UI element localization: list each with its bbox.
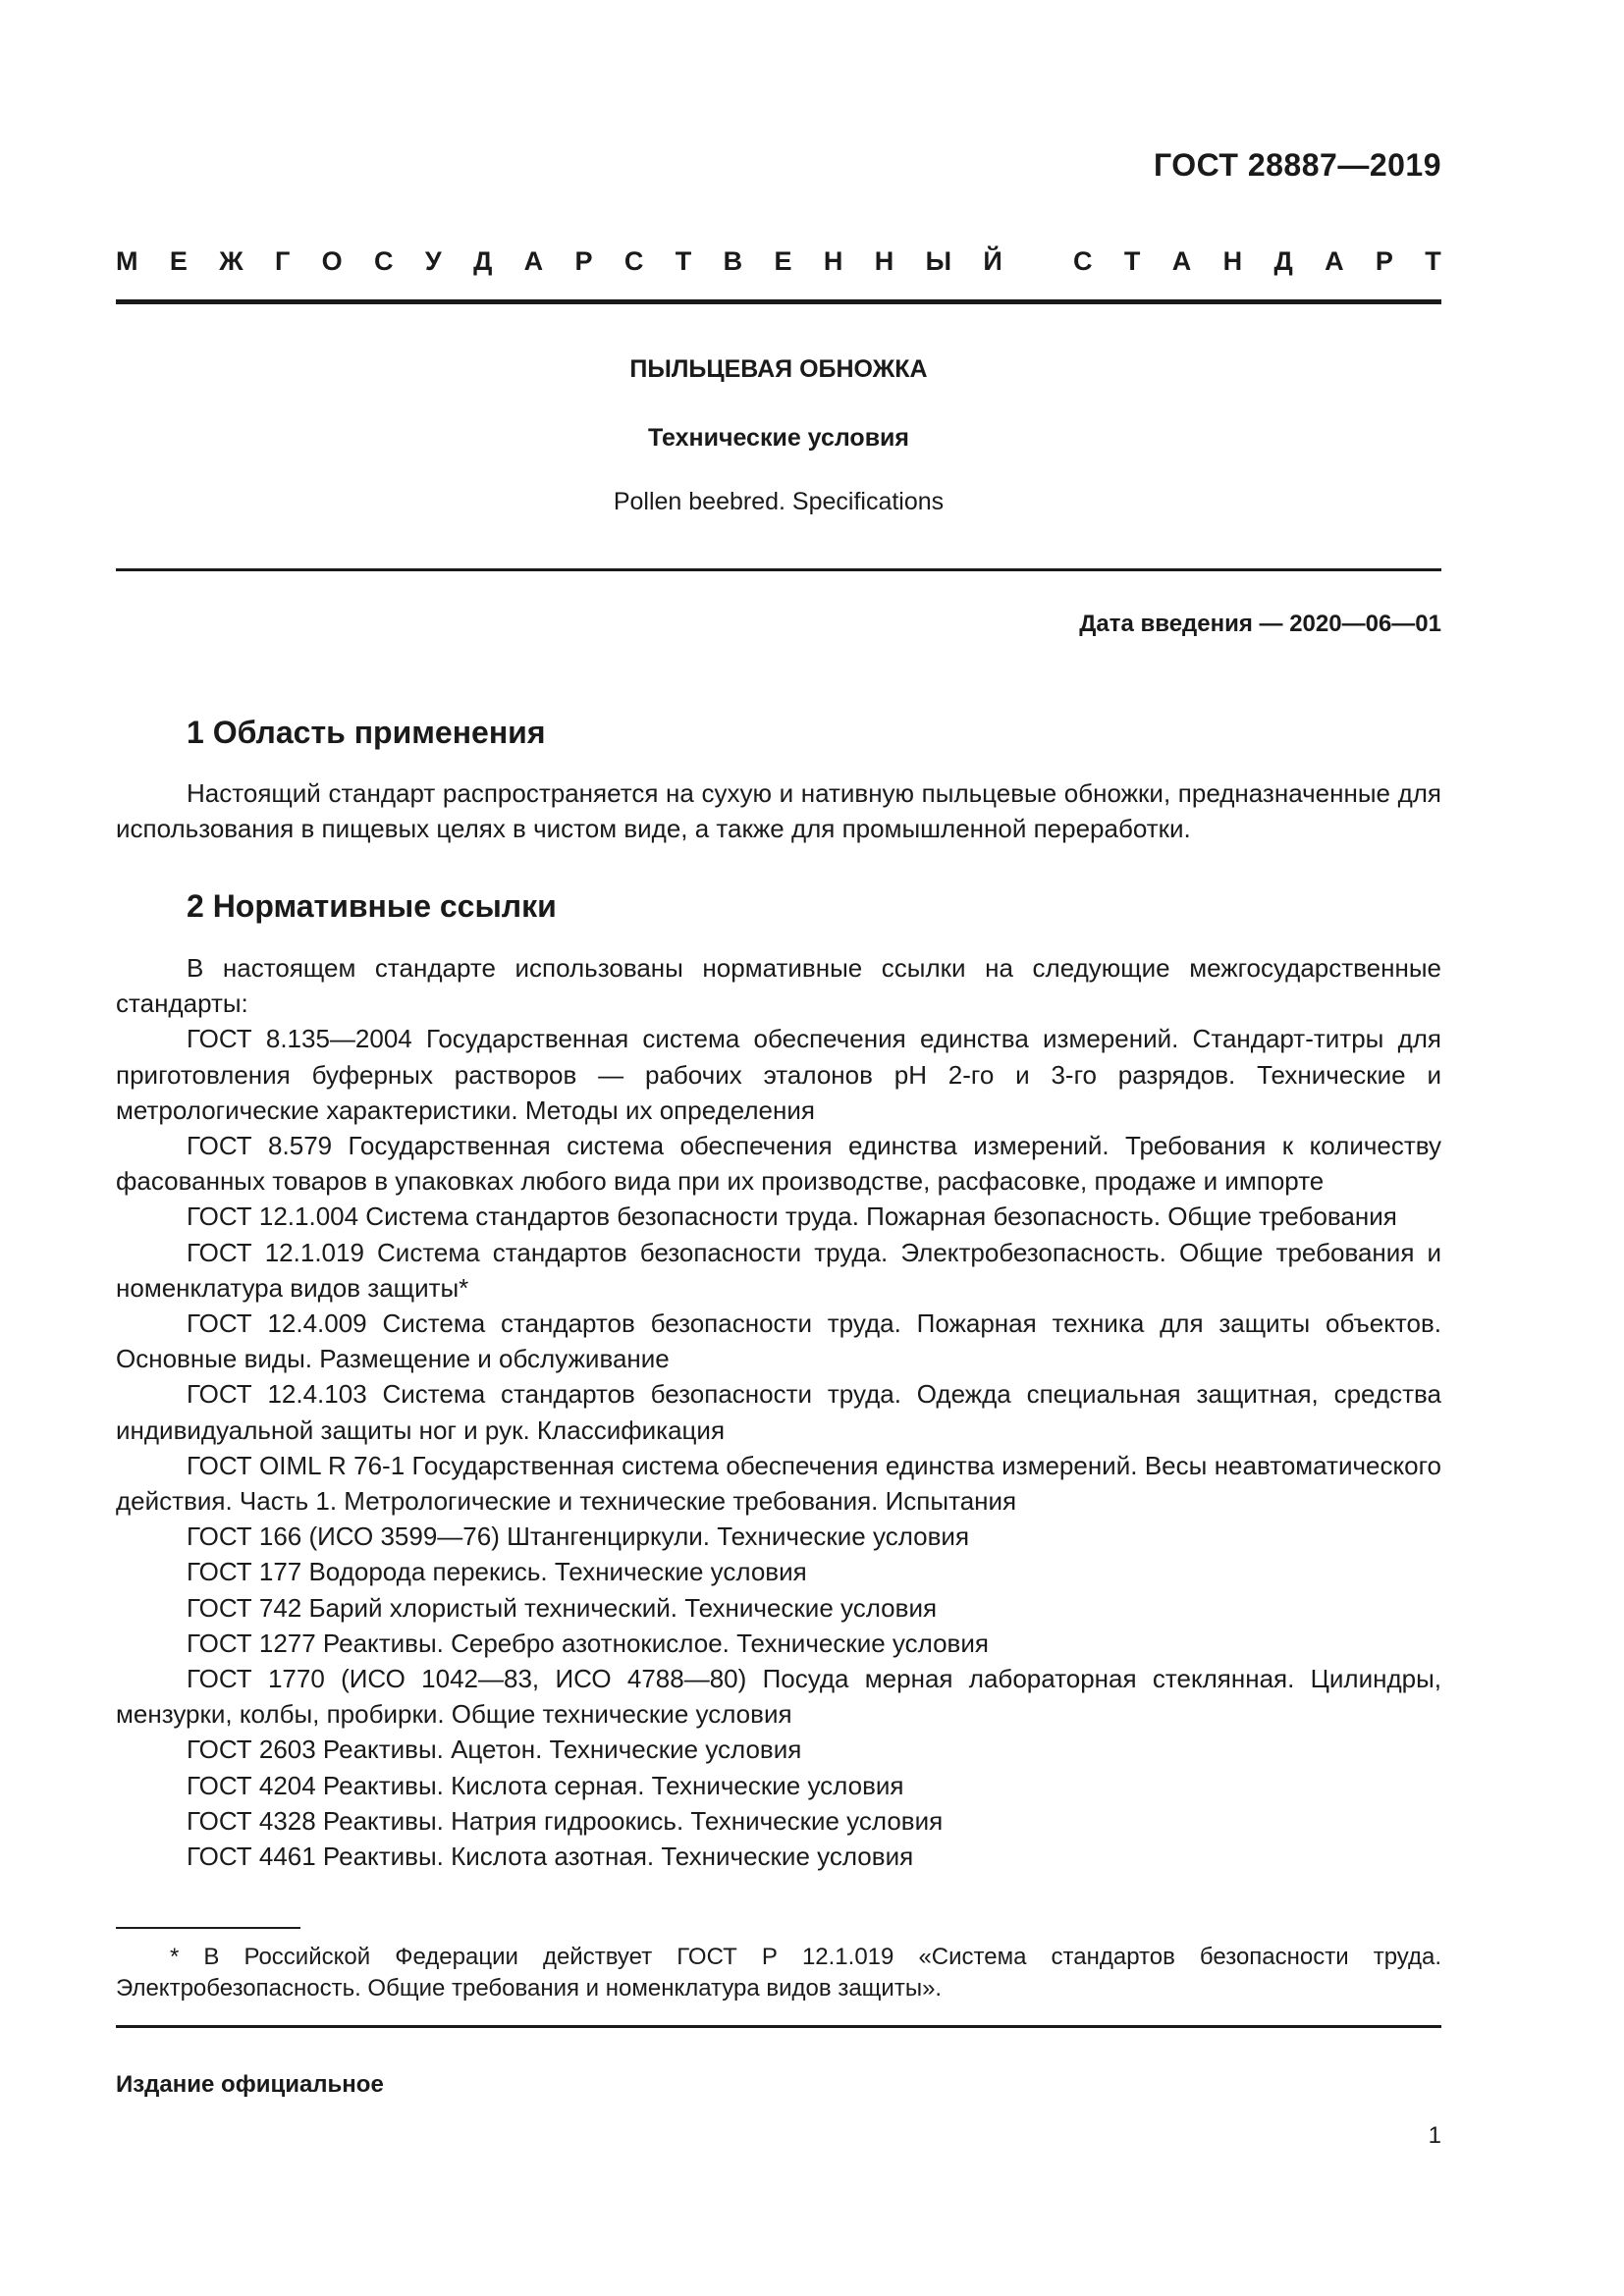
reference-entry: ГОСТ 177 Водорода перекись. Технические условия [187, 1557, 807, 1587]
banner-letter: Т [1425, 246, 1441, 276]
banner-letter: Е [774, 246, 792, 276]
banner-letter: Р [1375, 246, 1393, 276]
section-2-body [116, 950, 1441, 1874]
banner-letter: Т [675, 246, 692, 276]
title-divider [116, 568, 1441, 571]
paragraph: Настоящий стандарт распространяется на сухую и нативную пыльцевые обножки, предназначенные для использования в пищевых целях в чистом виде, а также для промышленной переработки. [116, 778, 1441, 844]
banner-letter: Т [1123, 246, 1141, 276]
banner-letter: В [723, 246, 743, 276]
section-2-heading: 2 Нормативные ссылки [187, 888, 557, 924]
banner-letter: М [116, 246, 138, 276]
document-number: ГОСТ 28887—2019 [1153, 147, 1441, 183]
english-title: Pollen beebred. Specifications [613, 488, 945, 515]
banner-letter: А [523, 246, 544, 276]
edition-label: Издание официальное [116, 2071, 384, 2098]
footer-divider [116, 2025, 1441, 2028]
section-1-heading: 1 Область применения [187, 715, 546, 750]
document-title: ПЫЛЬЦЕВАЯ ОБНОЖКА [629, 355, 928, 383]
reference-entry: ГОСТ 4204 Реактивы. Кислота серная. Технические условия [187, 1770, 904, 1800]
reference-entry: ГОСТ 12.1.019 Система стандартов безопасности труда. Электробезопасность. Общие требования и номенклатура видов защиты* [116, 1237, 1441, 1303]
banner-letter: А [1325, 246, 1344, 276]
reference-entry: ГОСТ 1770 (ИСО 1042—83, ИСО 4788—80) Посуда мерная лабораторная стеклянная. Цилиндры, мензурки, колбы, пробирки. Общие технические условия [116, 1664, 1441, 1730]
banner-letter: Е [169, 246, 188, 276]
section-1-body [116, 775, 1441, 846]
footnote [116, 1942, 1441, 2004]
banner-gap [1034, 246, 1042, 277]
banner-letter: А [1171, 246, 1192, 276]
banner-letter: Р [574, 246, 593, 276]
banner-letter: Д [1273, 246, 1293, 276]
banner-letter: Ж [219, 246, 244, 276]
reference-entry: ГОСТ 742 Барий хлористый технический. Технические условия [187, 1592, 938, 1623]
paragraph: В настоящем стандарте использованы нормативные ссылки на следующие межгосударственные стандарты: [116, 953, 1441, 1019]
reference-entry: ГОСТ 12.4.103 Система стандартов безопасности труда. Одежда специальная защитная, средства индивидуальной защиты ног и рук. Классификация [116, 1379, 1441, 1445]
banner-letter: Н [874, 246, 894, 276]
banner-letter: Н [1222, 246, 1243, 276]
document-subtitle: Технические условия [647, 424, 910, 452]
banner-letter: С [374, 246, 394, 276]
banner-letter: Д [473, 246, 493, 276]
banner-divider [116, 299, 1441, 304]
banner-letter: Й [983, 246, 1002, 276]
reference-entry: ГОСТ 1277 Реактивы. Серебро азотнокислое. Технические условия [187, 1628, 989, 1658]
reference-entry: ГОСТ 4328 Реактивы. Натрия гидроокись. Технические условия [187, 1805, 944, 1836]
banner-letter: Ы [925, 246, 952, 276]
reference-entry: ГОСТ OIML R 76-1 Государственная система обеспечения единства измерений. Весы неавтоматического действия. Часть 1. Метрологические и технические требования. Испытания [116, 1450, 1441, 1517]
banner-letter: О [321, 246, 343, 276]
reference-entry: ГОСТ 12.1.004 Система стандартов безопасности труда. Пожарная безопасность. Общие требования [187, 1201, 1397, 1232]
banner-letter: Н [823, 246, 843, 276]
banner-letter: С [1073, 246, 1093, 276]
banner-letter: Г [275, 246, 291, 276]
banner-letter: У [424, 246, 442, 276]
reference-entry: ГОСТ 12.4.009 Система стандартов безопасности труда. Пожарная техника для защиты объектов. Основные виды. Размещение и обслуживание [116, 1308, 1441, 1374]
reference-entry: ГОСТ 2603 Реактивы. Ацетон. Технические условия [187, 1735, 802, 1765]
banner-letter: С [623, 246, 644, 276]
page-number: 1 [1428, 2122, 1441, 2149]
reference-entry: ГОСТ 166 (ИСО 3599—76) Штангенциркули. Технические условия [187, 1522, 970, 1552]
reference-entry: ГОСТ 8.579 Государственная система обеспечения единства измерений. Требования к количеству фасованных товаров в упаковках любого вида при их производстве, расфасовке, продаже и импорте [116, 1131, 1441, 1197]
introduction-date: Дата введения — 2020—06—01 [1079, 611, 1441, 637]
footnote-separator [116, 1927, 300, 1929]
reference-entry: ГОСТ 8.135—2004 Государственная система обеспечения единства измерений. Стандарт-титры для приготовления буферных растворов — рабочих эталонов pH 2-го и 3-го разрядов. Технические и метрологические характеристики. Методы их определения [116, 1024, 1441, 1125]
standard-type-banner [116, 246, 1441, 277]
reference-entry: ГОСТ 4461 Реактивы. Кислота азотная. Технические условия [187, 1842, 914, 1872]
footnote-text: * В Российской Федерации действует ГОСТ Р 12.1.019 «Система стандартов безопасности труда. Электробезопасность. Общие требования и номенклатура видов защиты». [116, 1944, 1441, 2002]
